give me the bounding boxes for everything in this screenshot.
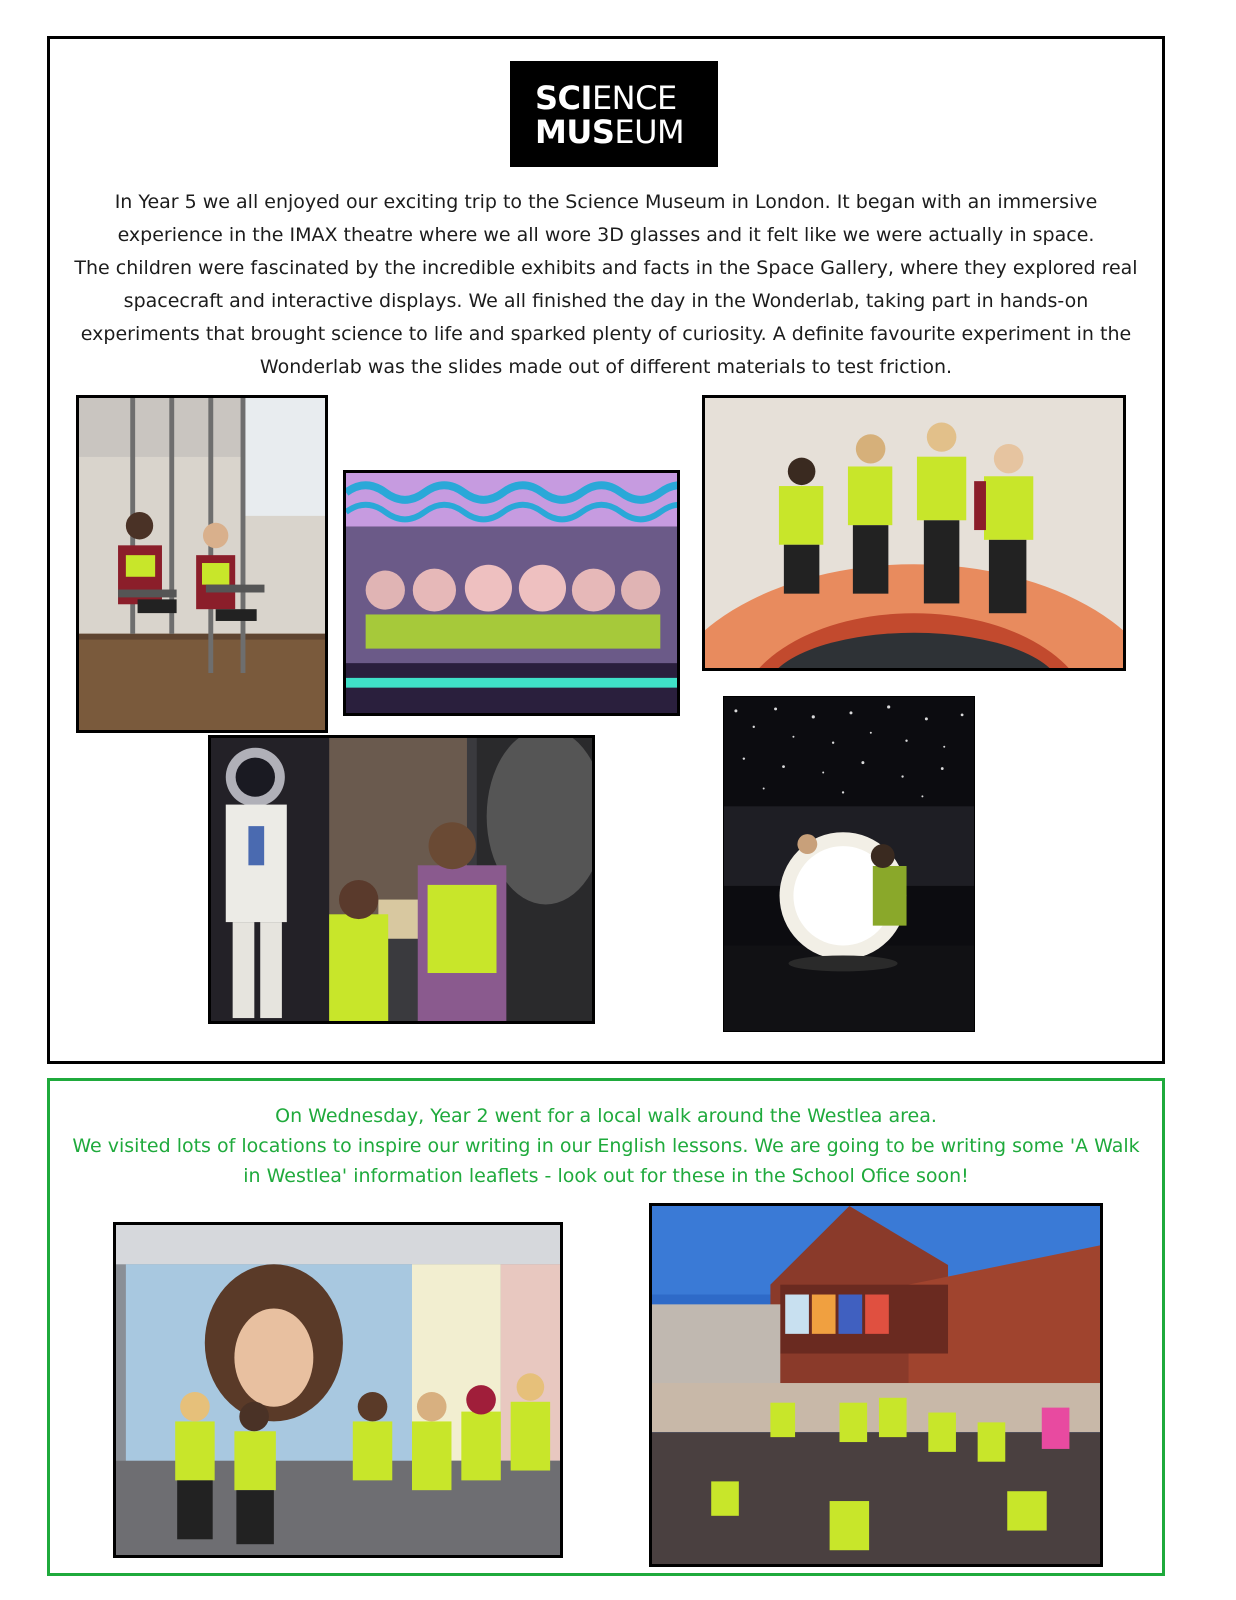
walk-line: On Wednesday, Year 2 went for a local walk around the Westlea area. [275, 1105, 937, 1127]
museum-trip-text [66, 186, 1146, 384]
photo-pulley-seats [76, 395, 328, 733]
intro-line: Wonderlab was the slides made out of different materials to test friction. [259, 356, 953, 378]
science-museum-section [47, 36, 1165, 1064]
intro-line: experience in the IMAX theatre where we all wore 3D glasses and it felt like we were actually in space. [117, 224, 1095, 246]
intro-line: The children were fascinated by the incredible exhibits and facts in the Space Gallery, where they explored real [74, 257, 1138, 279]
science-museum-logo: SCIENCE MUSEUM [510, 61, 718, 167]
photo-mirror-room [343, 470, 680, 716]
photo-mural-walk [113, 1222, 563, 1558]
photo-space-suit [208, 735, 595, 1024]
westlea-walk-text [60, 1101, 1152, 1191]
walk-line: We visited lots of locations to inspire our writing in our English lessons. We are going to be writing some 'A Walk [72, 1135, 1140, 1157]
photo-curved-wall [702, 395, 1126, 671]
photo-glowing-sphere [723, 696, 975, 1032]
walk-line: in Westlea' information leaflets - look out for these in the School Ofice soon! [243, 1165, 969, 1187]
intro-line: In Year 5 we all enjoyed our exciting trip to the Science Museum in London. It began with an immersive [114, 191, 1098, 213]
intro-line: spacecraft and interactive displays. We all finished the day in the Wonderlab, taking part in hands-on [123, 290, 1089, 312]
intro-line: experiments that brought science to life and sparked plenty of curiosity. A definite favourite experiment in the [80, 323, 1132, 345]
westlea-walk-section [47, 1078, 1165, 1576]
photo-cinema-walk [649, 1203, 1103, 1567]
